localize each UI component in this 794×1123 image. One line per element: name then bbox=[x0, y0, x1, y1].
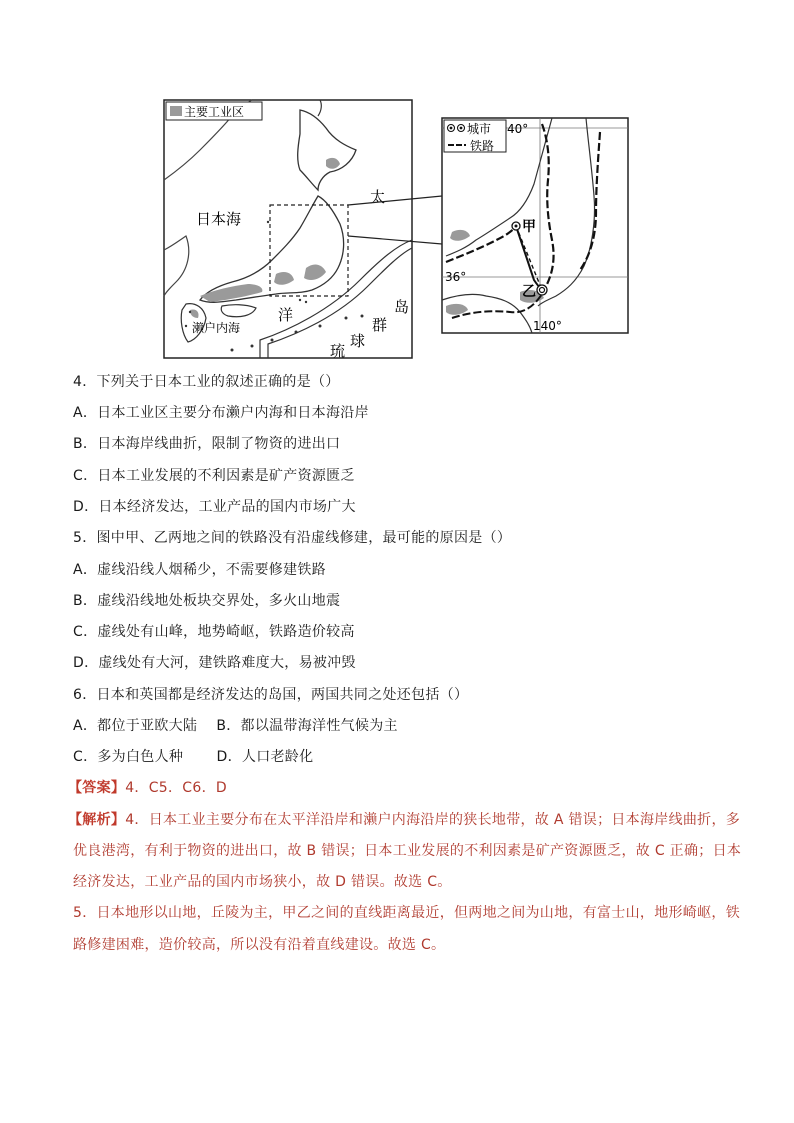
analysis-line-3: 经济发达，工业产品的国内市场狭小，故 D 错误。故选 C。 bbox=[73, 874, 452, 890]
answer-line bbox=[68, 778, 227, 798]
sea-of-japan-label: 日本海 bbox=[196, 210, 242, 228]
analysis-tag: 【解析】 bbox=[68, 812, 126, 828]
question-5-stem: 5．图中甲、乙两地之间的铁路没有沿虚线修建，最可能的原因是（） bbox=[73, 530, 512, 546]
lat-40-label: 40° bbox=[507, 122, 529, 136]
place-yi-label: 乙 bbox=[522, 284, 536, 300]
question-5-option-c: C．虚线处有山峰，地势崎岖，铁路造价较高 bbox=[73, 624, 355, 640]
lat-36-label: 36° bbox=[445, 270, 467, 284]
question-4-stem: 4．下列关于日本工业的叙述正确的是（） bbox=[73, 374, 340, 390]
inset-map bbox=[442, 118, 628, 333]
question-4-option-b: B．日本海岸线曲折，限制了物资的进出口 bbox=[73, 436, 341, 452]
question-5-option-a: A．虚线沿线人烟稀少，不需要修建铁路 bbox=[73, 562, 326, 578]
main-map bbox=[164, 100, 412, 360]
ryukyu-qiu-label: 球 bbox=[350, 332, 366, 350]
ryukyu-dao-label: 岛 bbox=[394, 298, 410, 316]
ryukyu-qun-label: 群 bbox=[372, 316, 388, 334]
analysis-text-1: 4．日本工业主要分布在太平洋沿岸和濑户内海沿岸的狭长地带，故 A 错误；日本海岸线曲折，多 bbox=[125, 812, 741, 828]
place-jia-label: 甲 bbox=[522, 219, 536, 235]
question-4-option-a: A．日本工业区主要分布濑户内海和日本海沿岸 bbox=[73, 405, 369, 421]
question-6-options-row-2: C．多为白色人种 D．人口老龄化 bbox=[73, 749, 314, 765]
legend-industrial-zone-label: 主要工业区 bbox=[184, 105, 245, 119]
question-4-option-c: C．日本工业发展的不利因素是矿产资源匮乏 bbox=[73, 468, 355, 484]
question-5-option-d: D．虚线处有大河，建铁路难度大，易被冲毁 bbox=[73, 655, 356, 671]
question-4-option-d: D．日本经济发达，工业产品的国内市场广大 bbox=[73, 499, 356, 515]
ryukyu-liu-label: 琉 bbox=[330, 342, 346, 360]
legend-city-label: 城市 bbox=[467, 122, 492, 136]
analysis-line-1 bbox=[68, 810, 740, 830]
japan-industry-map-figure bbox=[0, 0, 794, 365]
analysis-line-2: 优良港湾，有利于物资的进出口，故 B 错误；日本工业发展的不利因素是矿产资源匮乏，故 C 正确；日本 bbox=[73, 843, 742, 859]
question-6-options-row-1: A．都位于亚欧大陆 B．都以温带海洋性气候为主 bbox=[73, 718, 398, 734]
analysis-line-4: 5．日本地形以山地，丘陵为主，甲乙之间的直线距离最近，但两地之间为山地，有富士山，地形崎岖，铁 bbox=[73, 905, 741, 921]
seto-inland-sea-label: 濑户内海 bbox=[192, 321, 241, 335]
legend-railway-label: 铁路 bbox=[470, 139, 495, 153]
lon-140-label: 140° bbox=[533, 319, 562, 333]
analysis-line-5: 路修建困难，造价较高，所以没有沿着直线建设。故选 C。 bbox=[73, 937, 446, 953]
question-5-option-b: B．虚线沿线地处板块交界处，多火山地震 bbox=[73, 593, 341, 609]
pacific-tai-label: 太 bbox=[370, 188, 386, 206]
answer-tag: 【答案】 bbox=[68, 780, 126, 796]
answer-text: 4．C5．C6．D bbox=[125, 780, 227, 796]
question-6-stem: 6．日本和英国都是经济发达的岛国，两国共同之处还包括（） bbox=[73, 687, 469, 703]
pacific-yang-label: 洋 bbox=[278, 306, 294, 324]
